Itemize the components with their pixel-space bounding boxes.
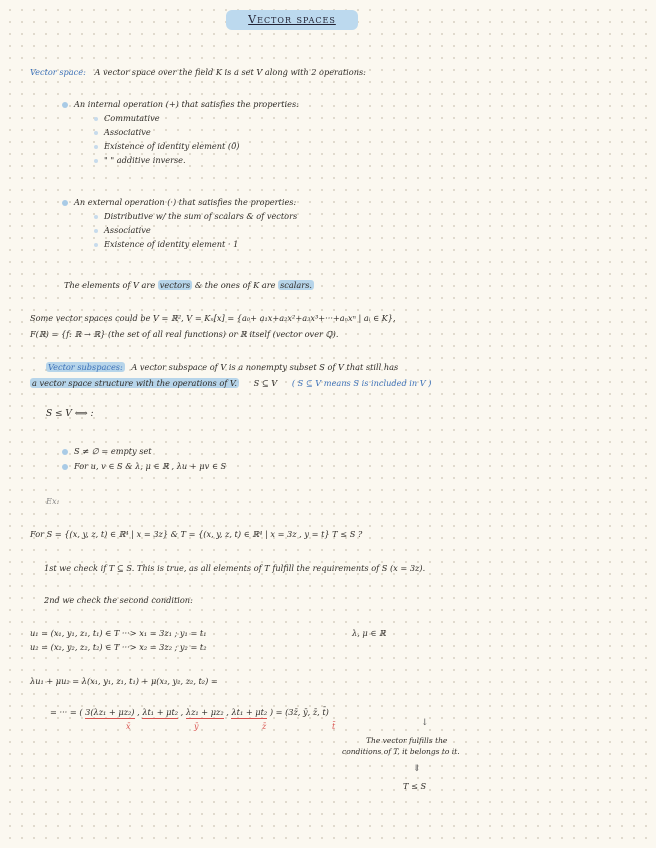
condition-label: For u, v ∈ S & λ, μ ∈ ℝ , λu + μv ∈ S bbox=[74, 461, 227, 471]
bullet-icon bbox=[62, 102, 68, 108]
ex-question: For S = {(x, y, z, t) ∈ ℝ⁴ | x = 3z} & T = {(x, y, z, t) ∈ ℝ⁴ | x = 3z , y = t} T ≤ S ? bbox=[30, 529, 363, 539]
result-post: ) = (3z̄, ȳ, z̄, t̄) bbox=[269, 707, 329, 717]
subspaces-line-2 bbox=[30, 377, 432, 389]
elements-pre: The elements of V are bbox=[64, 280, 156, 290]
result-component-x: 3(λz₁ + μz₂) bbox=[85, 707, 135, 717]
subspaces-line-1 bbox=[46, 361, 398, 373]
internal-prop bbox=[94, 140, 240, 152]
examples-line-2: F(ℝ) = {f: ℝ → ℝ} (the set of all real functions) or ℝ itself (vector over ℚ). bbox=[30, 329, 339, 339]
definition-line bbox=[30, 66, 366, 78]
subspaces-highlight: a vector space structure with the operations of V. bbox=[32, 378, 237, 388]
prop-label: Associative bbox=[104, 127, 151, 137]
subset-note: ( S ⊆ V means S is included in V ) bbox=[291, 378, 432, 388]
internal-prop bbox=[94, 126, 151, 138]
internal-text: An internal operation (+) that satisfies the properties: bbox=[74, 99, 299, 109]
prop-label: " " additive inverse. bbox=[104, 155, 186, 165]
label-z-bar: z̄ bbox=[262, 722, 267, 731]
ex-combination: λu₁ + μu₂ = λ(x₁, y₁, z₁, t₁) + μ(x₂, y₂, z₂, t₂) = bbox=[30, 676, 218, 686]
subbullet-icon bbox=[94, 131, 98, 135]
external-text: An external operation (·) that satisfies the properties: bbox=[74, 197, 297, 207]
examples-line-1: Some vector spaces could be V = ℝ², V = Kₙ[x] = {a₀+ a₁x+a₂x²+a₃x³+···+aₙxⁿ | aᵢ ∈ K}, bbox=[30, 313, 396, 323]
internal-prop bbox=[94, 154, 186, 166]
subbullet-icon bbox=[94, 243, 98, 247]
subbullet-icon bbox=[94, 145, 98, 149]
implies-arrow-icon: ⇓ bbox=[413, 764, 421, 774]
label-y-bar: ȳ bbox=[194, 722, 199, 731]
result-component-t: λt₁ + μt₂ bbox=[231, 707, 268, 717]
definition-label: Vector space: bbox=[30, 67, 86, 77]
result-component-z: λz₁ + μz₂ bbox=[185, 707, 224, 717]
subset-symbol: S ⊆ V bbox=[253, 378, 278, 388]
prop-label: Commutative bbox=[104, 113, 160, 123]
ex-u1: u₁ = (x₁, y₁, z₁, t₁) ∈ T ···> x₁ = 3z₁ ; y₁ = t₁ bbox=[30, 628, 207, 638]
internal-operation bbox=[62, 98, 299, 110]
label-t-bar: t̄ bbox=[332, 722, 336, 731]
external-operation bbox=[62, 196, 296, 208]
label-x-bar: x̄ bbox=[126, 722, 131, 731]
elements-line bbox=[64, 279, 314, 291]
prop-label: Distributive w/ the sum of scalars & of vectors bbox=[104, 211, 298, 221]
subspaces-text: A vector subspace of V is a nonempty subset S of V that still has bbox=[131, 362, 399, 372]
prop-label: Existence of identity element (0̄) bbox=[104, 141, 240, 151]
page-title: Vector spaces bbox=[226, 10, 358, 30]
prop-label: Associative bbox=[104, 225, 151, 235]
conclusion-line-2: conditions of T, it belongs to it. bbox=[342, 747, 460, 756]
bullet-icon bbox=[62, 200, 68, 206]
result-component-y: λt₁ + μt₂ bbox=[142, 707, 179, 717]
subbullet-icon bbox=[94, 117, 98, 121]
subspaces-label: Vector subspaces: bbox=[48, 362, 123, 372]
ex-lambda-mu: λ, μ ∈ ℝ bbox=[352, 628, 386, 638]
final-result: T ≤ S bbox=[403, 781, 427, 791]
external-prop bbox=[94, 210, 297, 222]
subbullet-icon bbox=[94, 229, 98, 233]
internal-prop bbox=[94, 112, 160, 124]
bullet-icon bbox=[62, 464, 68, 470]
ex-label: Ex: bbox=[46, 496, 60, 506]
ex-step-1: 1st we check if T ⊆ S. This is true, as all elements of T fulfill the requirements of S (x = 3z). bbox=[44, 563, 426, 573]
result-pre: = ··· = ( bbox=[50, 707, 83, 717]
prop-label: Existence of identity element · 1 bbox=[104, 239, 239, 249]
condition-item bbox=[62, 445, 152, 457]
arrow-down-icon: ↓ bbox=[421, 718, 429, 728]
vectors-highlight: vectors bbox=[159, 280, 191, 290]
subbullet-icon bbox=[94, 159, 98, 163]
ex-result: = ··· = ( 3(λz₁ + μz₂) , λt₁ + μt₂ , λz₁ + μz₂ , λt₁ + μt₂ ) = (3z̄, ȳ, z̄, t̄) bbox=[50, 707, 329, 717]
ex-step-2: 2nd we check the second condition: bbox=[44, 595, 193, 605]
condition-label: S ≠ ∅ = empty set bbox=[74, 446, 152, 456]
definition-text: A vector space over the field K is a set V along with 2 operations: bbox=[94, 67, 366, 77]
ex-u2: u₂ = (x₂, y₂, z₂, t₂) ∈ T ···> x₂ = 3z₂ ; y₂ = t₂ bbox=[30, 642, 207, 652]
elements-mid: & the ones of K are bbox=[194, 280, 276, 290]
bullet-icon bbox=[62, 449, 68, 455]
scalars-highlight: scalars. bbox=[280, 280, 312, 290]
iff-line: S ≤ V ⟺ : bbox=[46, 409, 94, 419]
condition-item bbox=[62, 460, 226, 472]
external-prop bbox=[94, 224, 151, 236]
subbullet-icon bbox=[94, 215, 98, 219]
external-prop bbox=[94, 238, 238, 250]
conclusion-line-1: The vector fulfills the bbox=[366, 736, 448, 745]
